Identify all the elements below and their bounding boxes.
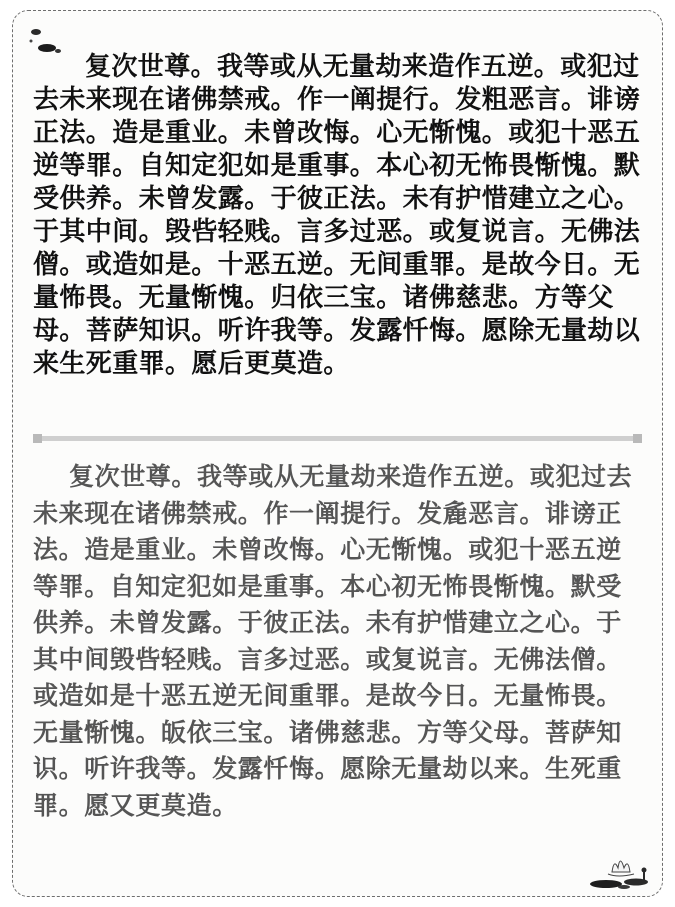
text-card: [12, 10, 663, 897]
divider-left-cap: [33, 434, 42, 443]
passage-calligraphic: 复次世尊。我等或从无量劫来造作五逆。或犯过去未来现在诸佛禁戒。作一阐提行。发麁恶言。诽谤正法。造是重业。未曾改悔。心无惭愧。或犯十恶五逆等罪。自知定犯如是重事。本心初无怖畏惭愧。默受供养。未曾发露。于彼正法。未有护惜建立之心。于其中间毁呰轻贱。言多过恶。或复说言。无佛法僧。或造如是十恶五逆无间重罪。是故今日。无量怖畏。无量惭愧。皈依三宝。诸佛慈悲。方等父母。菩萨知识。听许我等。发露忏悔。愿除无量劫以来。生死重罪。愿又更莫造。: [33, 462, 633, 820]
divider-right-cap: [633, 434, 642, 443]
passage-simplified: 复次世尊。我等或从无量劫来造作五逆。或犯过去未来现在诸佛禁戒。作一阐提行。发粗恶言。诽谤正法。造是重业。未曾改悔。心无惭愧。或犯十恶五逆等罪。自知定犯如是重事。本心初无怖畏惭愧。默受供养。未曾发露。于彼正法。未有护惜建立之心。于其中间。毁呰轻贱。言多过恶。或复说言。无佛法僧。或造如是。十恶五逆。无间重罪。是故今日。无量怖畏。无量惭愧。归依三宝。诸佛慈悲。方等父母。菩萨知识。听许我等。发露忏悔。愿除无量劫以来生死重罪。愿后更莫造。: [33, 52, 641, 379]
section-divider: [35, 436, 640, 441]
lotus-ink-icon: [584, 846, 654, 890]
